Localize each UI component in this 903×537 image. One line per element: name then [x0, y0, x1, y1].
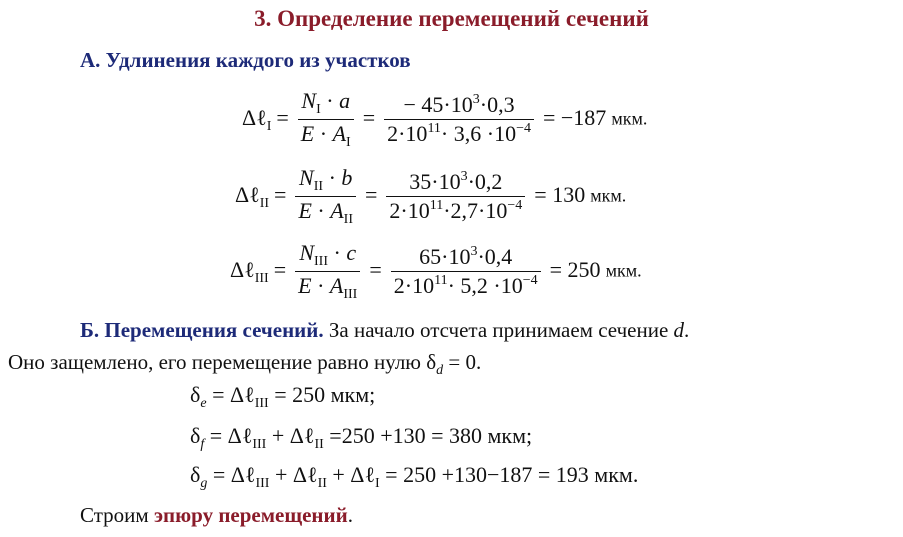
symbolic-fraction: $\frac{N_{III} \cdot c}{E \cdot A_{III}}$	[295, 240, 360, 303]
section-title: 3. Определение перемещений сечений	[254, 6, 649, 31]
equation-lhs: Δℓ$_I$	[242, 104, 272, 134]
symbolic-fraction: $\frac{N_{II} \cdot b}{E \cdot A_{II}}$	[295, 165, 356, 228]
section-var-d: d	[673, 318, 685, 342]
displacement-g: $\delta_g$ = Δℓ$_{III}$ + Δℓ$_{II}$ + Δℓ$_I$ = 250 +130−187 = 193 мкм.	[190, 462, 639, 491]
conclusion-highlight: эпюру перемещений	[153, 503, 348, 527]
equation-elongation-1: Δℓ$_I$ = $\frac{N_I \cdot a}{E \cdot A_I}$ = $\frac{- 45\cdot 10^3\cdot 0,3}{2\cdot 10^{11}\cdot 3,6 \cdot 10^{-4}}$ = −187 мкм.	[242, 88, 648, 150]
equation-elongation-2: Δℓ$_{II}$ = $\frac{N_{II} \cdot b}{E \cdot A_{II}}$ = $\frac{35\cdot 10^3\cdot 0,2}{2\cdot 10^{11}\cdot 2,7\cdot 10^{-4}}$ = 130 мкм.	[235, 165, 627, 227]
displacement-f: $\delta_f$ = Δℓ$_{III}$ + Δℓ$_{II}$ =250 +130 = 380 мкм;	[190, 423, 533, 452]
section-b-text: За начало отсчета принимаем сечение	[323, 318, 674, 342]
equation-elongation-3: Δℓ$_{III}$ = $\frac{N_{III} \cdot c}{E \cdot A_{III}}$ = $\frac{65\cdot 10^3\cdot 0,4}{2\cdot 10^{11}\cdot 5,2 \cdot 10^{-4}}$ = 250 мкм.	[230, 240, 642, 302]
section-b-heading: Б. Перемещения сечений.	[80, 318, 324, 342]
equation-unit: мкм.	[605, 260, 642, 281]
numeric-fraction: $\frac{35\cdot 10^3\cdot 0,2}{2\cdot 10^{11}\cdot 2,7\cdot 10^{-4}}$	[386, 169, 525, 224]
section-b-paragraph-line2: Оно защемлено, его перемещение равно нулю $\delta_d = 0$.	[8, 350, 482, 378]
equation-lhs: Δℓ$_{II}$	[235, 181, 270, 211]
section-b-paragraph: Б. Перемещения сечений. За начало отсчета принимаем сечение d.	[80, 318, 690, 342]
equation-unit: мкм.	[611, 108, 648, 129]
section-a-heading: А. Удлинения каждого из участков	[80, 48, 411, 72]
conclusion-line: Строим эпюру перемещений.	[80, 503, 353, 527]
numeric-fraction: $\frac{- 45\cdot 10^3\cdot 0,3}{2\cdot 10^{11}\cdot 3,6 \cdot 10^{-4}}$	[384, 92, 534, 147]
equation-result: = −187	[542, 104, 607, 130]
numeric-fraction: $\frac{65\cdot 10^3\cdot 0,4}{2\cdot 10^{11}\cdot 5,2 \cdot 10^{-4}}$	[391, 244, 541, 299]
symbolic-fraction: $\frac{N_I \cdot a}{E \cdot A_I}$	[298, 88, 354, 151]
equation-unit: мкм.	[590, 185, 627, 206]
displacement-e: $\delta_e$ = Δℓ$_{III}$ = 250 мкм;	[190, 382, 376, 411]
equation-lhs: Δℓ$_{III}$	[230, 256, 269, 286]
equation-result: = 130	[534, 181, 586, 207]
equation-result: = 250	[549, 256, 601, 282]
